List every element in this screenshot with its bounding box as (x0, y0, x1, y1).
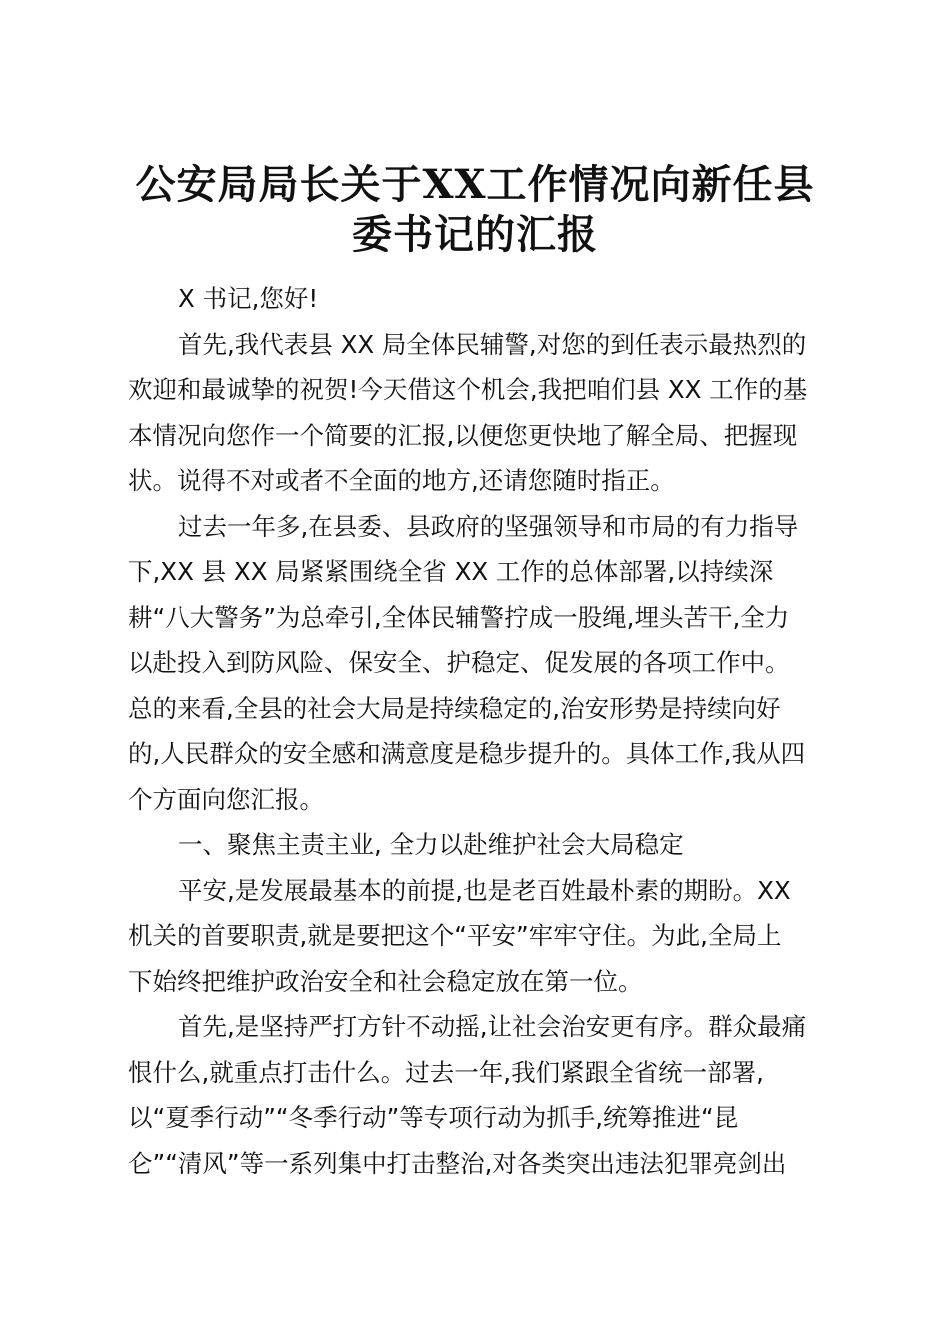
text-line: 耕“八大警务”为总牵引,全体民辅警拧成一股绳,埋头苦干,全力 (128, 602, 790, 632)
text-line: 机关的首要职责,就是要把这个“平安”牢牢守住。为此,全局上 (128, 921, 782, 950)
document-body (128, 276, 838, 1186)
text-line: 下始终把维护政治安全和社会稳定放在第一位。 (128, 966, 643, 996)
text-line: 状。说得不对或者不全面的地方,还请您随时指正。 (128, 466, 675, 495)
text-line: 下,XX 县 XX 局紧紧围绕全省 XX 工作的总体部署,以持续深 (128, 557, 774, 586)
text-line: 恨什么,就重点打击什么。过去一年,我们紧跟全省统一部署, (128, 1057, 764, 1087)
text-line: X 书记,您好! (178, 284, 319, 313)
text-line: 过去一年多,在县委、县政府的坚强领导和市局的有力指导 (178, 511, 799, 541)
paragraph (128, 504, 838, 823)
section-heading (128, 822, 838, 868)
paragraph (128, 322, 838, 504)
text-line: 本情况向您作一个简要的汇报,以便您更快地了解全局、把握现 (128, 420, 798, 450)
text-line: 以赴投入到防风险、保安全、护稳定、促发展的各项工作中。 (128, 648, 790, 677)
document-title (100, 160, 850, 260)
paragraph (128, 868, 838, 1005)
salutation (128, 276, 838, 322)
title-line-1: 公安局局长关于XX工作情况向新任县 (135, 161, 815, 208)
text-line: 平安,是发展最基本的前提,也是老百姓最朴素的期盼。XX (178, 875, 791, 905)
text-line: 个方面向您汇报。 (128, 784, 324, 814)
text-line: 首先,是坚持严打方针不动摇,让社会治安更有序。群众最痛 (178, 1012, 807, 1041)
text-line: 一、聚焦主责主业, 全力以赴维护社会大局稳定 (178, 830, 684, 859)
text-line: 欢迎和最诚挚的祝贺!今天借这个机会,我把咱们县 XX 工作的基 (128, 375, 808, 404)
paragraph (128, 1004, 838, 1186)
text-line: 首先,我代表县 XX 局全体民辅警,对您的到任表示最热烈的 (178, 329, 807, 359)
text-line: 以“夏季行动”“冬季行动”等专项行动为抓手,统筹推进“昆 (128, 1103, 739, 1132)
text-line: 仑”“清风”等一系列集中打击整治,对各类突出违法犯罪亮剑出 (128, 1148, 787, 1178)
title-line-2: 委书记的汇报 (352, 211, 598, 258)
text-line: 总的来看,全县的社会大局是持续稳定的,治安形势是持续向好 (128, 693, 781, 723)
text-line: 的,人民群众的安全感和满意度是稳步提升的。具体工作,我从四 (128, 739, 806, 768)
